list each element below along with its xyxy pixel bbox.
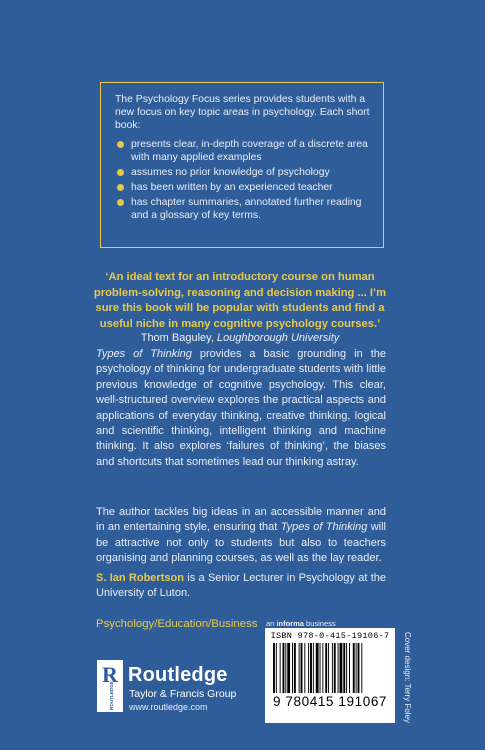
routledge-logo-icon: [97, 660, 123, 712]
review-quote: ‘An ideal text for an introductory course on human problem-solving, reasoning and decision making ... I’m sure this book will be popular with students and find a useful niche in many cognitive psychology courses.’: [93, 271, 387, 330]
author-bio: S. Ian Robertson is a Senior Lecturer in Psychology at the University of Luton.: [96, 572, 386, 600]
informa-tagline: an informa business: [266, 619, 336, 628]
bullet-icon: [117, 169, 124, 176]
series-feature-item: presents clear, in-depth coverage of a discrete area with many applied examples: [115, 138, 371, 164]
cover-design-credit: Cover design: Terry Foley: [403, 632, 412, 723]
barcode-icon: [272, 643, 388, 693]
book-title: Types of Thinking: [96, 348, 192, 360]
author-name: S. Ian Robertson: [96, 572, 184, 584]
barcode-panel: [265, 628, 395, 723]
quote-attribution: [92, 332, 388, 344]
series-feature-item: has chapter summaries, annotated further reading and a glossary of key terms.: [115, 196, 371, 222]
series-intro: The Psychology Focus series provides students with a new focus on key topic areas in psychology. Each short book:: [115, 94, 370, 131]
bullet-icon: [117, 184, 124, 191]
series-description-box: [100, 82, 384, 248]
bullet-icon: [117, 141, 124, 148]
quote-institution: Loughborough University: [216, 332, 340, 344]
publisher-url: www.routledge.com: [129, 702, 208, 712]
series-feature-list: [115, 138, 371, 222]
bullet-icon: [117, 199, 124, 206]
isbn-label: ISBN 978-0-415-19106-7: [270, 631, 390, 641]
svg-text:R: R: [102, 662, 118, 687]
book-title: Types of Thinking: [280, 521, 368, 534]
subject-category: Psychology/Education/Business: [96, 618, 258, 630]
svg-text:ROUTLEDGE: ROUTLEDGE: [109, 681, 114, 710]
description-paragraph-2: The author tackles big ideas in an accessible manner and in an entertaining style, ensuring that Types of Thinking will be attractive not only to students but also to teachers organising and planning courses, as well as the lay reader.: [96, 506, 386, 565]
series-feature-item: assumes no prior knowledge of psychology: [115, 166, 371, 179]
series-feature-item: has been written by an experienced teacher: [115, 181, 371, 194]
quote-author: Thom Baguley,: [140, 332, 217, 344]
description-paragraph-1: Types of Thinking provides a basic grounding in the psychology of thinking for undergraduate students with little previous knowledge of cognitive psychology. This clear, well-structured overview explores the practical aspects and applications of everyday thinking, creative thinking, logical and scientific thinking, intelligent thinking and machine thinking. It also explores ‘failures of thinking’, the biases and shortcuts that sometimes lead our thinking astray.: [96, 348, 386, 468]
barcode-number: 9 780415 191067: [272, 694, 388, 709]
publisher-name: Routledge: [128, 664, 228, 686]
publisher-group: Taylor & Francis Group: [129, 688, 237, 700]
